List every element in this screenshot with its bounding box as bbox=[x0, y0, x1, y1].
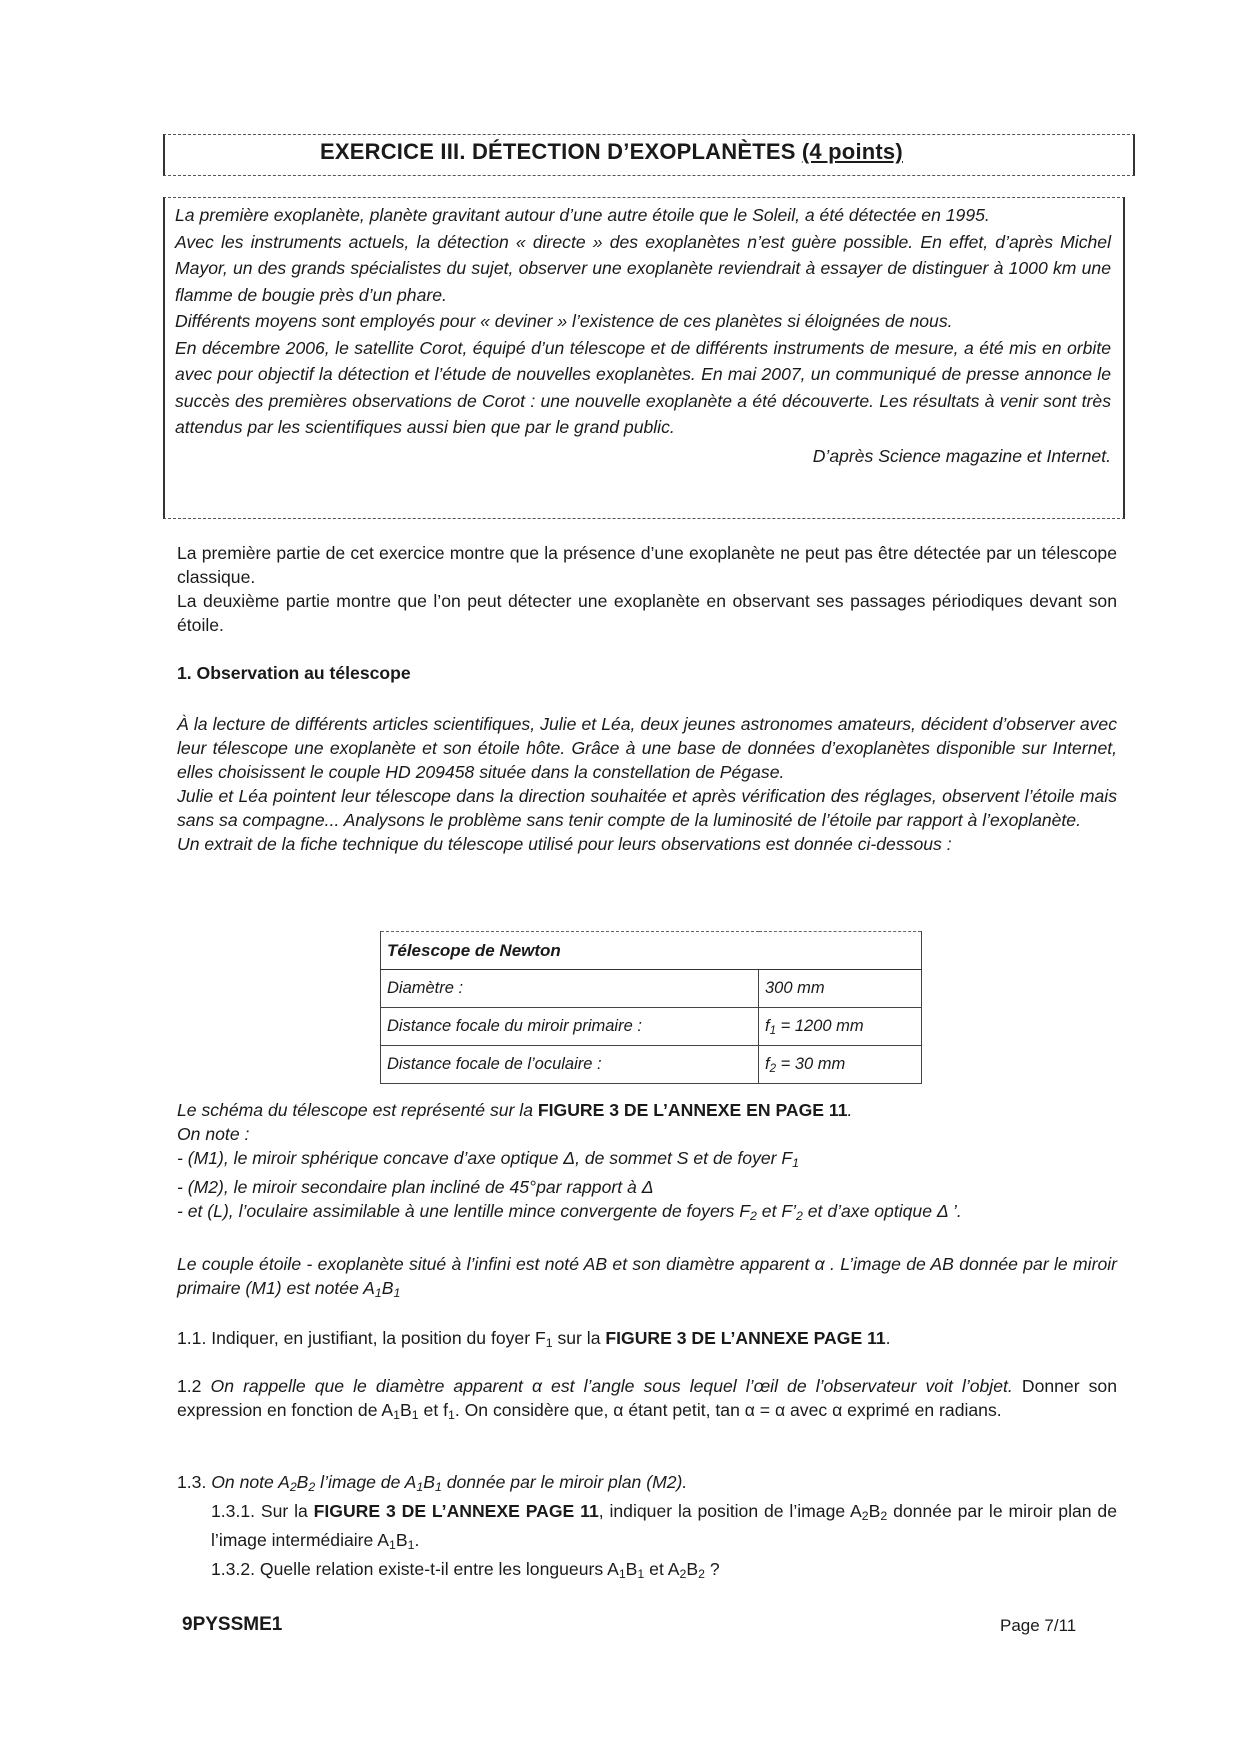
couple-sub-2: 1 bbox=[393, 1286, 401, 1300]
q131-text-d: donnée par le miroir plan de l’image intermédiaire A bbox=[211, 1501, 1117, 1550]
section-1-paragraph-2: Julie et Léa pointent leur télescope dans la direction souhaitée et après vérification des réglages, observent l’étoile mais sans sa compagne... Analysons le problème sans tenir compte de la luminosité de l’étoile par rapport à l’exoplanète. bbox=[177, 786, 1117, 830]
q13-number: 1.3. bbox=[177, 1472, 212, 1492]
spec-subscript: 1 bbox=[769, 1024, 777, 1037]
l-definition bbox=[177, 1199, 1117, 1228]
couple-text bbox=[177, 1252, 1117, 1305]
q132-sub-2: 1 bbox=[637, 1567, 645, 1581]
q12-sub-2: 1 bbox=[411, 1408, 419, 1422]
q11-end: . bbox=[885, 1328, 891, 1348]
q12-italic: On rappelle que le diamètre apparent α est l’angle sous lequel l’œil de l’observateur voit l’objet. bbox=[210, 1376, 1013, 1396]
q132-text-d: B bbox=[686, 1559, 699, 1579]
q11-figure-ref: FIGURE 3 DE L’ANNEXE PAGE 11 bbox=[605, 1328, 886, 1348]
spec-label-eyepiece-focal: Distance focale de l’oculaire : bbox=[381, 1046, 759, 1084]
spec-symbol: f bbox=[765, 1016, 770, 1035]
exercise-points: (4 points) bbox=[801, 139, 903, 164]
question-1-3-1 bbox=[177, 1499, 1117, 1557]
m1-definition bbox=[177, 1146, 1117, 1175]
spec-label-diameter: Diamètre : bbox=[381, 970, 759, 1008]
schema-figure-ref: FIGURE 3 DE L’ANNEXE EN PAGE 11 bbox=[537, 1100, 848, 1120]
schema-text bbox=[177, 1098, 1117, 1228]
l-text-b: et F’ bbox=[756, 1201, 797, 1221]
q131-sub-4: 1 bbox=[407, 1538, 415, 1552]
couple-text-a: Le couple étoile - exoplanète situé à l’infini est noté AB et son diamètre apparent α . L’image de AB donnée par le miroir primaire (M1) est notée A bbox=[177, 1254, 1117, 1298]
q13-sub-4: 1 bbox=[434, 1480, 442, 1494]
intro-paragraph-2: Avec les instruments actuels, la détection « directe » des exoplanètes n’est guère possible. En effet, d’après Michel Mayor, un des grands spécialistes du sujet, observer une exoplanète reviendrait à essayer de distinguer à 1000 km une flamme de bougie près d’un phare. bbox=[175, 231, 1111, 305]
q13-italic-c: l’image de A bbox=[315, 1472, 417, 1492]
q131-text-f: . bbox=[414, 1530, 420, 1550]
table-row bbox=[381, 970, 922, 1008]
couple-sub-1: 1 bbox=[374, 1286, 382, 1300]
q12-text-d: et f bbox=[418, 1400, 448, 1420]
spec-symbol: f bbox=[765, 1054, 770, 1073]
q12-sub-3: 1 bbox=[447, 1408, 455, 1422]
schema-intro-text: Le schéma du télescope est représenté sur la bbox=[177, 1100, 533, 1120]
section-1-paragraph-1: À la lecture de différents articles scientifiques, Julie et Léa, deux jeunes astronomes amateurs, décident d’observer avec leur télescope une exoplanète et son étoile hôte. Grâce à une base de données d’exoplanètes disponible sur Internet, elles choisissent le couple HD 209458 située dans la constellation de Pégase. bbox=[177, 714, 1117, 782]
overview-paragraph-2: La deuxième partie montre que l’on peut détecter une exoplanète en observant ses passages périodiques devant son étoile. bbox=[177, 591, 1117, 635]
q11-sub: 1 bbox=[545, 1336, 553, 1350]
m1-text: - (M1), le miroir sphérique concave d’axe optique Δ, de sommet S et de foyer F bbox=[177, 1148, 793, 1168]
q131-text-a: 1.3.1. Sur la bbox=[211, 1501, 314, 1521]
l-subscript-1: 2 bbox=[750, 1209, 757, 1223]
q132-text-b: B bbox=[625, 1559, 638, 1579]
q132-text-a: 1.3.2. Quelle relation existe-t-il entre les longueurs A bbox=[211, 1559, 619, 1579]
telescope-table-header: Télescope de Newton bbox=[381, 932, 922, 970]
table-row bbox=[381, 1046, 922, 1084]
q11-text-a: 1.1. Indiquer, en justifiant, la position du foyer F bbox=[177, 1328, 546, 1348]
couple-text-b: B bbox=[381, 1278, 394, 1298]
page-number: Page 7/11 bbox=[1000, 1616, 1077, 1635]
q13-italic-e: donnée par le miroir plan (M2). bbox=[441, 1472, 688, 1492]
question-1-1-text bbox=[177, 1326, 1117, 1355]
question-1-3-2 bbox=[177, 1557, 1117, 1586]
question-1-2-text bbox=[177, 1374, 1117, 1427]
intro-paragraph-3: Différents moyens sont employés pour « deviner » l’existence de ces planètes si éloignées de nous. bbox=[175, 311, 953, 331]
q13-italic bbox=[211, 1472, 687, 1492]
spec-label-primary-focal: Distance focale du miroir primaire : bbox=[381, 1008, 759, 1046]
exercise-title-main: EXERCICE III. DÉTECTION D’EXOPLANÈTES bbox=[320, 139, 796, 164]
q132-text-e: ? bbox=[704, 1559, 720, 1579]
question-1-3 bbox=[177, 1470, 1117, 1586]
q13-sub-3: 1 bbox=[416, 1480, 424, 1494]
spec-value: = 1200 mm bbox=[776, 1016, 864, 1035]
schema-intro-end: . bbox=[847, 1100, 853, 1120]
section-1-paragraph-3: Un extrait de la fiche technique du télescope utilisé pour leurs observations est donnée ci-dessous : bbox=[177, 834, 952, 854]
q132-text-c: et A bbox=[644, 1559, 680, 1579]
q131-sub-3: 1 bbox=[388, 1538, 396, 1552]
spec-subscript: 2 bbox=[769, 1062, 777, 1075]
q12-text-c: B bbox=[400, 1400, 412, 1420]
q12-sub-1: 1 bbox=[393, 1408, 401, 1422]
exercise-title bbox=[320, 139, 903, 165]
q131-sub-2: 2 bbox=[880, 1509, 888, 1523]
q11-text-b: sur la bbox=[552, 1328, 606, 1348]
intro-paragraph-4: En décembre 2006, le satellite Corot, équipé d’un télescope et de différents instruments de mesure, a été mis en orbite avec pour objectif la détection et l’étude de nouvelles exoplanètes. En mai 2007, un communiqué de presse annonce le succès des premières observations de Corot : une nouvelle exoplanète a été découverte. Les résultats à venir sont très attendus par les scientifiques aussi bien que par le grand public. bbox=[175, 337, 1111, 437]
q131-text-c: B bbox=[868, 1501, 881, 1521]
spec-value-primary-focal bbox=[759, 1008, 922, 1046]
section-1-text bbox=[177, 712, 1117, 856]
telescope-spec-table bbox=[380, 931, 922, 1084]
q13-sub-2: 2 bbox=[308, 1480, 316, 1494]
q132-sub-1: 1 bbox=[618, 1567, 626, 1581]
overview-paragraph-1: La première partie de cet exercice montre que la présence d’une exoplanète ne peut pas être détectée par un télescope classique. bbox=[177, 543, 1117, 587]
intro-paragraph-1: La première exoplanète, planète gravitant autour d’une autre étoile que le Soleil, a été détectée en 1995. bbox=[175, 205, 990, 225]
q13-italic-d: B bbox=[423, 1472, 435, 1492]
l-text-a: - et (L), l’oculaire assimilable à une lentille mince convergente de foyers F bbox=[177, 1201, 751, 1221]
spec-value-eyepiece-focal bbox=[759, 1046, 922, 1084]
m2-definition: - (M2), le miroir secondaire plan incliné de 45°par rapport à Δ bbox=[177, 1177, 654, 1197]
q12-text-b: Donner son expression en fonction de A bbox=[177, 1376, 1117, 1420]
spec-value-diameter: 300 mm bbox=[759, 970, 922, 1008]
section-1-title: 1. Observation au télescope bbox=[177, 663, 411, 683]
l-text-c: et d’axe optique Δ ’. bbox=[802, 1201, 962, 1221]
schema-intro bbox=[177, 1098, 1117, 1122]
q132-sub-3: 2 bbox=[679, 1567, 687, 1581]
q13-italic-b: B bbox=[296, 1472, 309, 1492]
exam-code: 9PYSSME1 bbox=[182, 1614, 283, 1635]
exercise-title-box bbox=[163, 134, 1135, 176]
q13-sub-1: 2 bbox=[289, 1480, 297, 1494]
question-1-3-text bbox=[177, 1470, 1117, 1499]
q131-sub-1: 2 bbox=[861, 1509, 869, 1523]
question-1-2 bbox=[177, 1374, 1117, 1427]
q13-italic-a: On note A bbox=[211, 1472, 290, 1492]
intro-box bbox=[163, 197, 1125, 519]
intro-source: D’après Science magazine et Internet. bbox=[812, 445, 1111, 466]
q131-text-b: , indiquer la position de l’image A bbox=[598, 1501, 862, 1521]
question-1-1 bbox=[177, 1326, 1117, 1355]
m1-subscript: 1 bbox=[792, 1156, 800, 1170]
q12-number: 1.2 bbox=[177, 1376, 211, 1396]
q12-text-e: . On considère que, α étant petit, tan α = α avec α exprimé en radians. bbox=[454, 1400, 1002, 1420]
overview-text bbox=[177, 541, 1117, 637]
q131-figure-ref: FIGURE 3 DE L’ANNEXE PAGE 11 bbox=[313, 1501, 599, 1521]
table-row bbox=[381, 1008, 922, 1046]
couple-paragraph bbox=[177, 1252, 1117, 1305]
l-subscript-2: 2 bbox=[796, 1209, 803, 1223]
on-note: On note : bbox=[177, 1124, 250, 1144]
telescope-table-header-row bbox=[381, 932, 922, 970]
q132-sub-4: 2 bbox=[698, 1567, 705, 1581]
spec-value: = 30 mm bbox=[776, 1054, 846, 1073]
q131-text-e: B bbox=[395, 1530, 408, 1550]
